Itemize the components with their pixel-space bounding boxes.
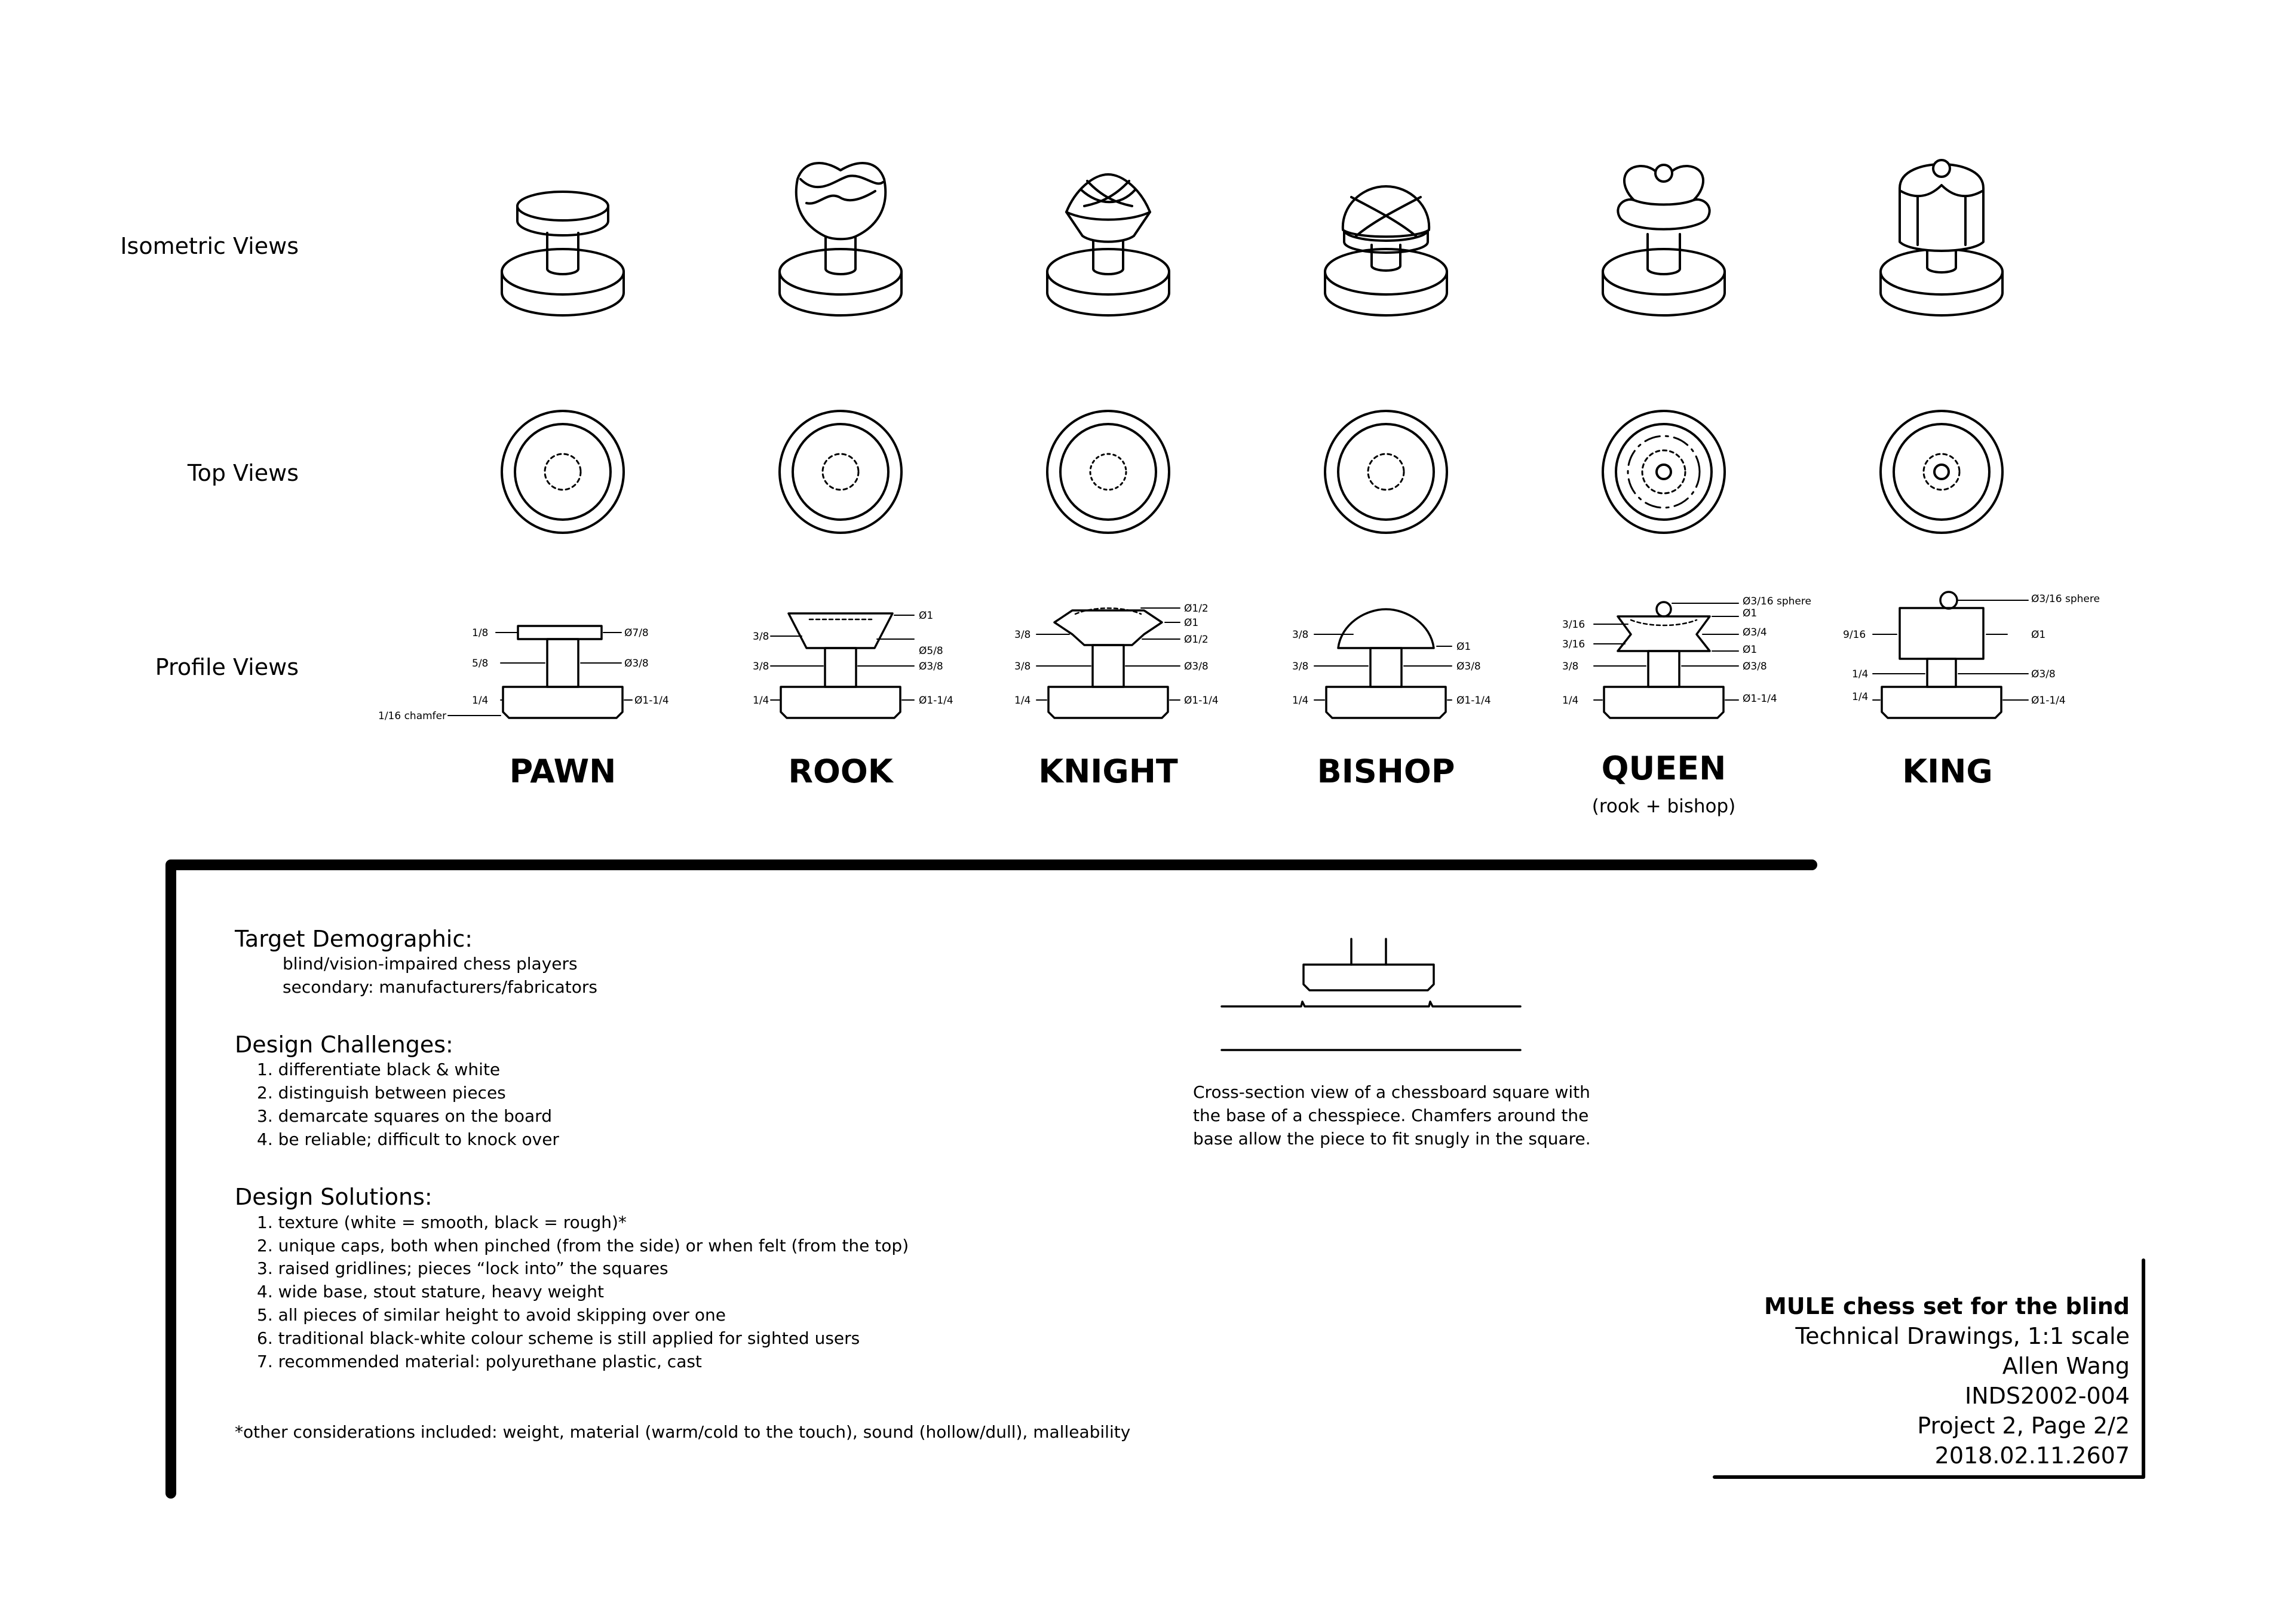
queen-dim-left: 3/8 (1562, 661, 1579, 673)
rook-profile-drawing (771, 613, 914, 718)
pawn-dim-right: Ø3/8 (624, 658, 649, 670)
design-solution-item: 3. raised gridlines; pieces “lock into” the squares (257, 1258, 668, 1278)
knight-dim-left: 1/4 (1014, 695, 1031, 707)
knight-dim-right: Ø1/2 (1184, 634, 1209, 646)
design-solution-item: 2. unique caps, both when pinched (from the side) or when felt (from the top) (257, 1236, 909, 1255)
queen-isometric-drawing (1603, 165, 1725, 315)
bishop-dim-right: Ø1 (1456, 641, 1471, 653)
piece-name-knight: KNIGHT (1038, 753, 1178, 790)
queen-dim-right: Ø3/4 (1743, 627, 1767, 638)
bishop-dim-left: 3/8 (1292, 661, 1309, 673)
title-block-line: Project 2, Page 2/2 (1917, 1413, 2130, 1439)
queen-dim-right: Ø3/8 (1743, 661, 1767, 673)
queen-dim-right: Ø1 (1743, 607, 1758, 619)
piece-name-king: KING (1902, 753, 1993, 790)
knight-isometric-drawing (1047, 174, 1169, 315)
rook-dim-right: Ø3/8 (919, 661, 943, 673)
king-isometric-drawing (1881, 160, 2002, 315)
rook-dim-left: 3/8 (753, 631, 769, 643)
design-solutions-heading: Design Solutions: (235, 1184, 433, 1210)
king-top-view (1881, 411, 2002, 533)
king-dim-right: Ø1-1/4 (2031, 695, 2066, 707)
bishop-top-view (1325, 411, 1447, 533)
knight-dim-left: 3/8 (1014, 629, 1031, 641)
queen-dim-left: 3/16 (1562, 619, 1585, 631)
piece-name-pawn: PAWN (509, 753, 617, 790)
pawn-isometric-drawing (502, 192, 624, 315)
bishop-profile-drawing (1314, 609, 1452, 718)
king-dim-right: Ø3/16 sphere (2031, 593, 2100, 605)
piece-subtitle-queen: (rook + bishop) (1591, 796, 1736, 817)
row-label-profile: Profile Views (155, 654, 299, 680)
piece-name-bishop: BISHOP (1317, 753, 1455, 790)
king-profile-drawing (1873, 592, 2028, 718)
pawn-dim-left: 1/8 (472, 627, 489, 639)
design-solution-item: 6. traditional black-white colour scheme is still applied for sighted users (257, 1328, 860, 1348)
target-demographic-item: secondary: manufacturers/fabricators (283, 977, 597, 997)
footnote: *other considerations included: weight, material (warm/cold to the touch), sound (hollow/dull), malleability (235, 1422, 1131, 1442)
bishop-dim-left: 1/4 (1292, 695, 1309, 707)
queen-dim-right: Ø3/16 sphere (1743, 595, 1811, 607)
cross-section-drawing (1222, 939, 1520, 1050)
pawn-top-view (502, 411, 624, 533)
design-solution-item: 4. wide base, stout stature, heavy weight (257, 1282, 605, 1301)
design-challenges-heading: Design Challenges: (235, 1031, 453, 1058)
cross-section-caption-line: Cross-section view of a chessboard square with (1193, 1082, 1590, 1102)
knight-dim-left: 3/8 (1014, 661, 1031, 673)
title-block-line: Allen Wang (2002, 1353, 2130, 1379)
queen-top-view (1603, 411, 1725, 533)
pawn-chamfer-label: 1/16 chamfer (378, 710, 447, 722)
profile-views (448, 592, 2028, 718)
king-dim-right: Ø1 (2031, 629, 2046, 641)
knight-top-view (1047, 411, 1169, 533)
title-block (1764, 1293, 2130, 1469)
king-dim-left: 1/4 (1852, 691, 1869, 703)
cross-section-caption-line: base allow the piece to fit snugly in the square. (1193, 1129, 1591, 1149)
bishop-dim-right: Ø1-1/4 (1456, 695, 1491, 707)
bishop-dim-left: 3/8 (1292, 629, 1309, 641)
rook-dim-right: Ø1 (919, 610, 934, 622)
title-block-line: INDS2002-004 (1965, 1383, 2130, 1409)
title-block-title: MULE chess set for the blind (1764, 1293, 2130, 1319)
rook-isometric-drawing (780, 163, 901, 315)
row-label-top: Top Views (187, 460, 299, 486)
pawn-dim-left: 5/8 (472, 658, 489, 670)
design-solution-item: 7. recommended material: polyurethane plastic, cast (257, 1352, 702, 1371)
knight-dim-right: Ø3/8 (1184, 661, 1209, 673)
knight-dim-right: Ø1-1/4 (1184, 695, 1219, 707)
target-demographic-heading: Target Demographic: (235, 926, 473, 952)
knight-dim-right: Ø1 (1184, 617, 1199, 629)
bishop-dim-right: Ø3/8 (1456, 661, 1481, 673)
pawn-dim-right: Ø7/8 (624, 627, 649, 639)
knight-profile-drawing (1036, 608, 1180, 718)
rook-dim-left: 1/4 (753, 695, 769, 707)
queen-dim-left: 3/16 (1562, 638, 1585, 650)
target-demographic-item: blind/vision-impaired chess players (283, 954, 578, 974)
piece-name-rook: ROOK (788, 753, 893, 790)
design-challenge-item: 3. demarcate squares on the board (257, 1106, 552, 1126)
pawn-dim-right: Ø1-1/4 (634, 695, 669, 707)
queen-dim-right: Ø1-1/4 (1743, 693, 1777, 705)
title-block-line: 2018.02.11.2607 (1934, 1442, 2130, 1469)
rook-dim-right: Ø1-1/4 (919, 695, 953, 707)
pawn-dim-left: 1/4 (472, 695, 489, 707)
rook-dim-left: 3/8 (753, 661, 769, 673)
rook-top-view (780, 411, 901, 533)
queen-profile-drawing (1594, 602, 1738, 718)
rook-dim-right: Ø5/8 (919, 645, 943, 657)
design-notes (234, 926, 1130, 1442)
knight-dim-right: Ø1/2 (1184, 603, 1209, 615)
cross-section-caption-line: the base of a chesspiece. Chamfers around the (1193, 1106, 1589, 1125)
dimension-labels (378, 593, 2100, 722)
bishop-isometric-drawing (1325, 186, 1447, 315)
queen-dim-left: 1/4 (1562, 695, 1579, 707)
design-challenge-item: 4. be reliable; difficult to knock over (257, 1129, 559, 1149)
queen-dim-right: Ø1 (1743, 644, 1758, 656)
king-dim-right: Ø3/8 (2031, 668, 2056, 680)
king-dim-left: 9/16 (1843, 629, 1866, 641)
design-solution-item: 5. all pieces of similar height to avoid skipping over one (257, 1305, 726, 1325)
design-challenge-item: 1. differentiate black & white (257, 1060, 501, 1079)
piece-name-queen: QUEEN (1601, 750, 1726, 787)
row-label-isometric: Isometric Views (120, 233, 299, 259)
king-dim-left: 1/4 (1852, 668, 1869, 680)
design-challenge-item: 2. distinguish between pieces (257, 1083, 506, 1103)
piece-names (510, 750, 1993, 817)
cross-section-caption (1193, 1082, 1591, 1149)
design-solution-item: 1. texture (white = smooth, black = rough)* (257, 1212, 627, 1232)
title-block-line: Technical Drawings, 1:1 scale (1795, 1323, 2130, 1349)
